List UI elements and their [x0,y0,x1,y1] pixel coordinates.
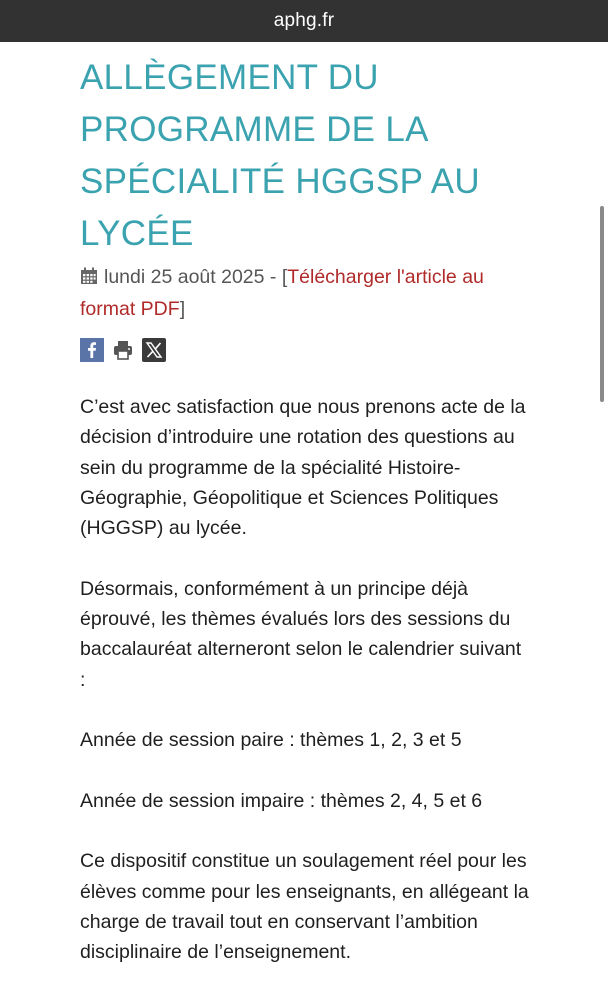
address-bar[interactable] [0,0,608,42]
print-icon[interactable] [111,338,135,362]
article-body [80,392,530,968]
download-pdf-link[interactable]: Télécharger l'article au format PDF [80,266,484,320]
date-separator: - [ [264,266,288,288]
article-meta [80,262,530,324]
paragraph: Année de session paire : thèmes 1, 2, 3 et 5 [80,729,462,752]
calendar-icon [80,264,98,294]
facebook-icon[interactable] [80,338,104,362]
bracket-close: ] [179,298,186,320]
x-twitter-icon[interactable] [142,338,166,362]
article-date: lundi 25 août 2025 [104,266,265,288]
scrollbar[interactable] [600,206,604,402]
paragraph: Désormais, conformément à un principe déjà éprouvé, les thèmes évalués lors des sessions du baccalauréat alterneront selon le calendrier suivant : [80,577,522,691]
share-bar [80,338,530,362]
paragraph: Ce dispositif constitue un soulagement réel pour les élèves comme pour les enseignants, en allégeant la charge de travail tout en conservant l’ambition disciplinaire de l’enseignement. [80,850,529,964]
article [80,52,530,998]
article-title: ALLÈGEMENT DU PROGRAMME DE LA SPÉCIALITÉ HGGSP AU LYCÉE [80,58,480,253]
paragraph: Année de session impaire : thèmes 2, 4, 5 et 6 [80,789,483,812]
url-text: aphg.fr [273,10,335,31]
paragraph: C’est avec satisfaction que nous prenons acte de la décision d’introduire une rotation des questions au sein du programme de la spécialité Histoire-Géographie, Géopolitique et Sciences Politiques (HGGSP) au lycée. [80,396,526,540]
